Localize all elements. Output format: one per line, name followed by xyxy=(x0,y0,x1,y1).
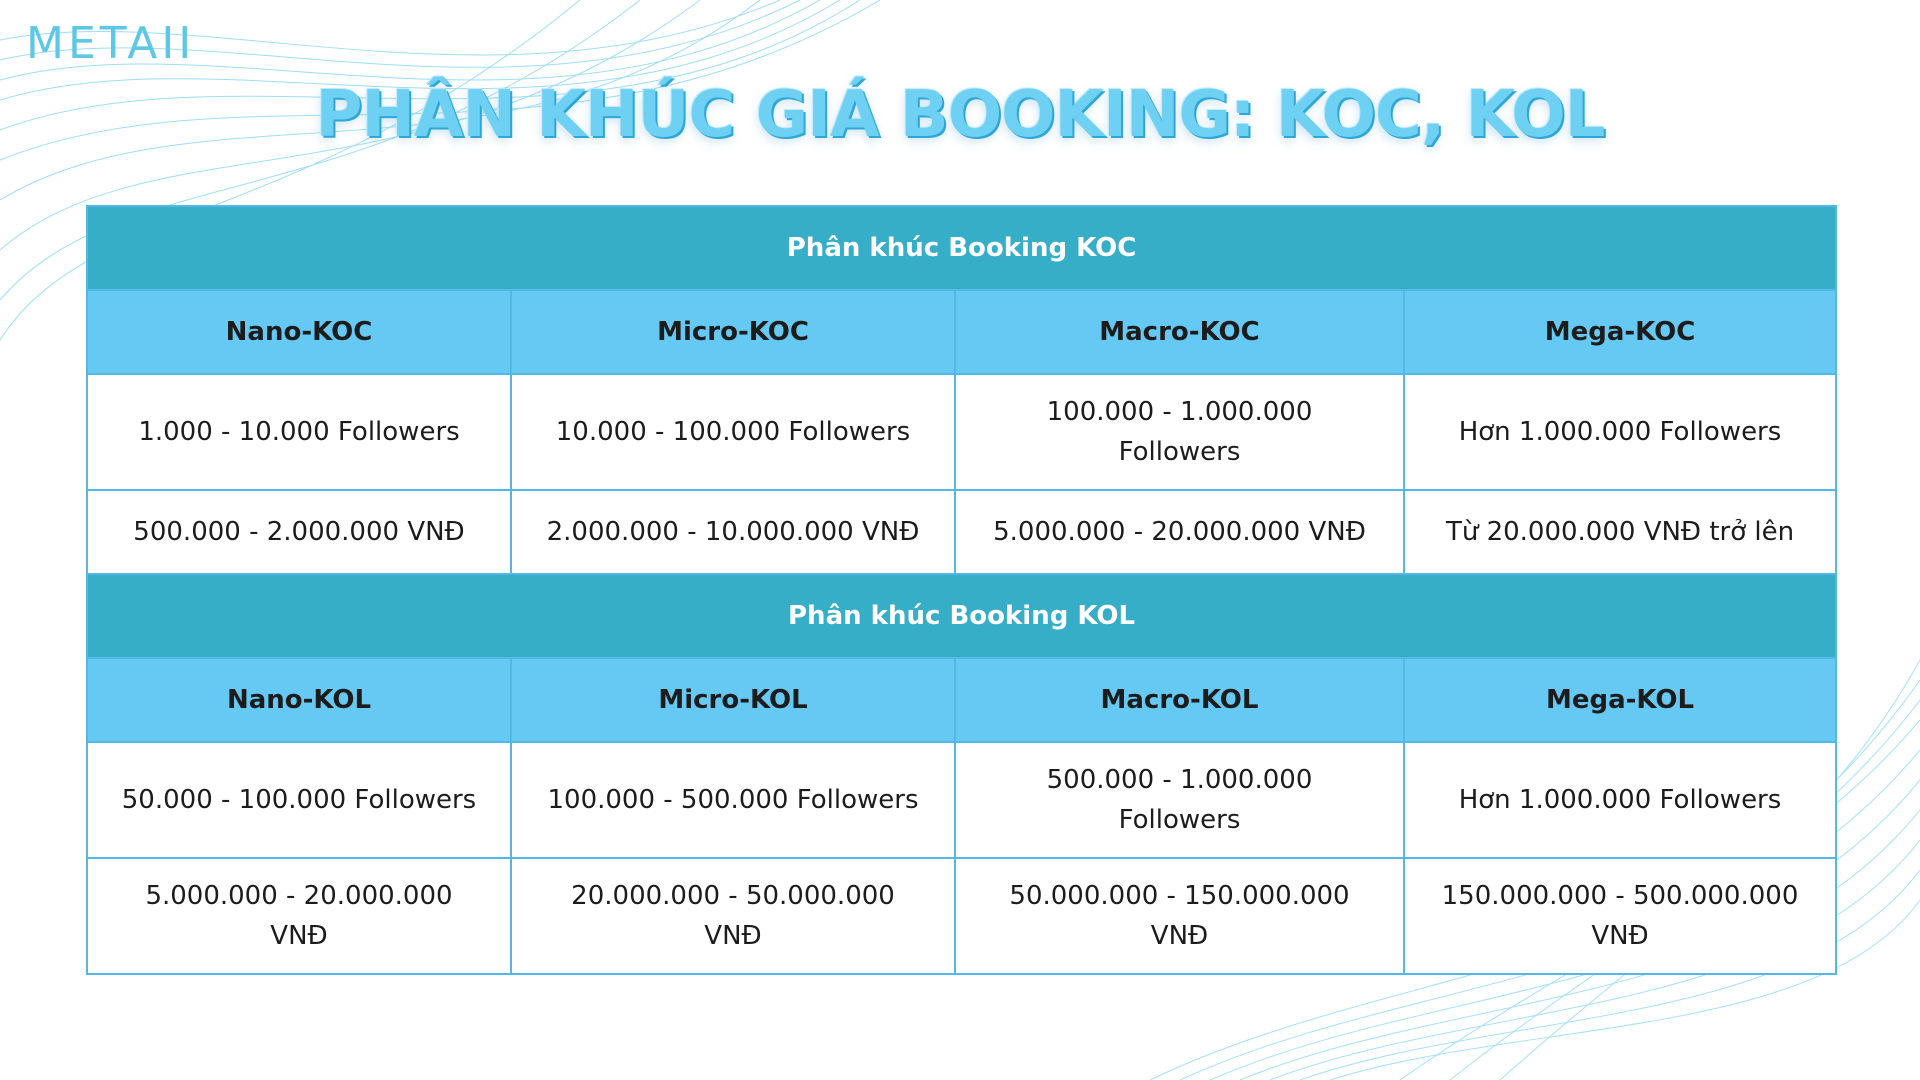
tier-header: Nano-KOL xyxy=(87,658,511,742)
kol-section-heading: Phân khúc Booking KOL xyxy=(87,574,1836,658)
koc-section-heading: Phân khúc Booking KOC xyxy=(87,206,1836,290)
price-cell: 2.000.000 - 10.000.000 VNĐ xyxy=(511,490,955,574)
followers-cell: 50.000 - 100.000 Followers xyxy=(87,742,511,858)
price-cell: 5.000.000 - 20.000.000 VNĐ xyxy=(87,858,511,974)
page-title: PHÂN KHÚC GIÁ BOOKING: KOC, KOL xyxy=(315,78,1605,152)
followers-cell: 500.000 - 1.000.000 Followers xyxy=(955,742,1404,858)
price-cell: 500.000 - 2.000.000 VNĐ xyxy=(87,490,511,574)
tier-header: Micro-KOL xyxy=(511,658,955,742)
followers-cell: Hơn 1.000.000 Followers xyxy=(1404,374,1836,490)
tier-header: Micro-KOC xyxy=(511,290,955,374)
tier-header: Mega-KOL xyxy=(1404,658,1836,742)
followers-cell: 10.000 - 100.000 Followers xyxy=(511,374,955,490)
followers-cell: 100.000 - 500.000 Followers xyxy=(511,742,955,858)
followers-cell: 1.000 - 10.000 Followers xyxy=(87,374,511,490)
booking-price-table xyxy=(86,205,1837,975)
price-cell: Từ 20.000.000 VNĐ trở lên xyxy=(1404,490,1836,574)
price-cell: 5.000.000 - 20.000.000 VNĐ xyxy=(955,490,1404,574)
tier-header: Macro-KOL xyxy=(955,658,1404,742)
price-cell: 20.000.000 - 50.000.000 VNĐ xyxy=(511,858,955,974)
tier-header: Nano-KOC xyxy=(87,290,511,374)
price-cell: 50.000.000 - 150.000.000 VNĐ xyxy=(955,858,1404,974)
price-cell: 150.000.000 - 500.000.000 VNĐ xyxy=(1404,858,1836,974)
brand-logo: METAII xyxy=(26,18,196,69)
tier-header: Macro-KOC xyxy=(955,290,1404,374)
followers-cell: 100.000 - 1.000.000 Followers xyxy=(955,374,1404,490)
tier-header: Mega-KOC xyxy=(1404,290,1836,374)
followers-cell: Hơn 1.000.000 Followers xyxy=(1404,742,1836,858)
